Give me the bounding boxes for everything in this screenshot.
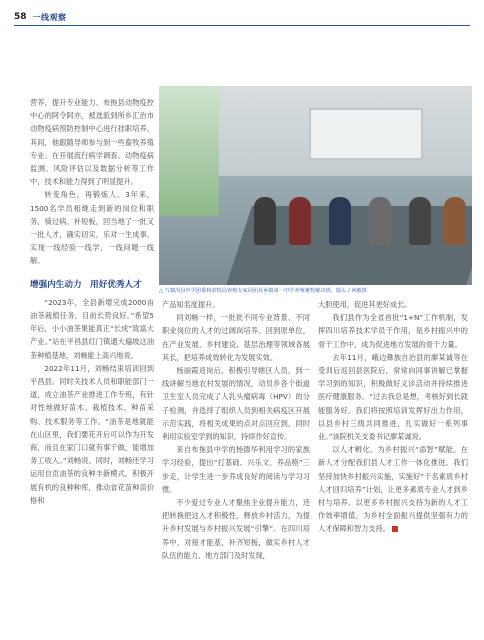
paragraph: 转变角色，再锻炼人。3年来，1500名学员相继走到新的岗位和职务，骑过病、补短板，回当地了一批又一批人才，确实切实，乐对一生成事。实现一线经验一线学，一线问题一线解。 <box>30 190 154 266</box>
column-3 <box>318 298 468 634</box>
photo-caption-box <box>159 285 472 296</box>
end-mark-icon <box>392 526 398 532</box>
paragraph: 我们县作为全省首批“1+N”工作机制，发挥四川培养技术学员干作用，是乡村振兴中的骨干工作中，成为促进地方发展的骨干力量。 <box>318 313 468 349</box>
paragraph-text: 以人才孵化、为乡村振兴“添智”赋能。在新人才分配我们县人才工作一体化推进，我们坚持加快乡村振兴实施，实施好“千名素质乡村人才回归培养”计划，让更多素质专业人才到乡村与培养、以更多乡村振兴支持为新的人才工作效率增值，为乡村全面振兴提供坚强有力的人才保障和智力支持。 <box>318 445 468 534</box>
header-rule <box>14 25 470 26</box>
paragraph: “2023年，全县新增完成2000亩油茶栽植任务，目前长势良好。”希望5年后，小小油茶果能真正“长成”致富大产业。”站在平昌县红门镇通大遍坡这油茶种植基地，刘畅能上高兴地说。 <box>30 297 154 360</box>
photo-caption: △ 九寨沟县中学团委和农牧局养殖专家同团县乡镇第一中学养殖畜牧解决班。镜头 / 何敏摄 <box>159 288 367 294</box>
column-2 <box>162 298 310 634</box>
paragraph: 去年11月，峨边彝族自治县的廖某诚等在受训后返回县医院后，常常向同事讲解已掌握学习到的知识，积极做好义诊活动并持续推进医疗健康服务。“过去我总是想，考核好到长就能服务好。我们将按照培训发挥好出力作用，以县乡村三级共同推进，扎实做好一系列事业。”该院机关支委书记廖某诚说。 <box>318 352 468 442</box>
paragraph: 产品知名度提升。 <box>162 300 220 309</box>
meeting-photo <box>159 86 472 285</box>
paragraph: 不少爱过专业人才聚焦主业提升能力，还把转换把这入才积极性，释放乡村活力，为提升乡村发展与乡村振兴发展“引擎”。在四川培养中，对接才能基，补齐短板，做实乡村人才队伍的能力、地方部门及时发现， <box>162 498 310 560</box>
page-number: 58 <box>14 12 27 22</box>
paragraph: 大胆使用，促进其更好成长。 <box>318 300 412 309</box>
paragraph: 营养，提升专业能力、布拖县动物疫控中心的阿令阿亦，被选派到所乡汇治市动物疫病预防控制中心进行挂职培养。其间，他跟随导师参与到一些畜牧养殖专业、在开展流行病学调查、动物疫病监测、风险评估以及数据分析等工作中，技术和能力得到了明显提升。 <box>30 98 154 187</box>
paragraph: 2022年11月，刘畅结束培训回到平昌县。同时关技术人员和职能部门一道，成立油茶产业推进工作专班，有针对性地做好苗木、栽植技术、种苗采购、技术服务等工作。“油茶是地就能在山区里，我们要花开后可以作为开发商，而且在家门口就有事干做，能增加务工收入。”刘畅说。同时，刘畅还学习运用自贡油茶的良种丰新模式，积极开展有机的良种种库，推动省花苗种苗价格和 <box>30 363 154 505</box>
column-1 <box>30 96 154 636</box>
paragraph: 同刘畅一样，一批批不同专业背景、不同职业岗位的人才的过阔岗培养、回到原单位，在产业发展、乡村建设、基层治理等领域各展其长，把培养成效转化为发展实效。 <box>162 313 310 362</box>
paragraph: 来自布拖县中学的杨德华利用学习的家族学习经验，提出“打基础、兴乐文、养品格”三步走，计学生进一步养成良好的阅读与学习习惯。 <box>162 445 310 494</box>
section-title: 一线观察 <box>32 12 67 22</box>
paragraph: 杨丽霞返岗后，积极引导辖区人员，到一线讲解当地农村发展的情况，动员乡各个街道卫生室人员完成了人乳头瘤病毒（HPV）的分子检测，并选择了组织人员到相关病疫区开展示范实践，将相关成果的点对点回应到，同时利用实验室学到的知识，持续作好宣传。 <box>162 366 310 442</box>
subheading: 增强内生动力 用好优秀人才 <box>30 279 142 290</box>
page-header <box>14 10 67 24</box>
paragraph <box>318 443 468 535</box>
